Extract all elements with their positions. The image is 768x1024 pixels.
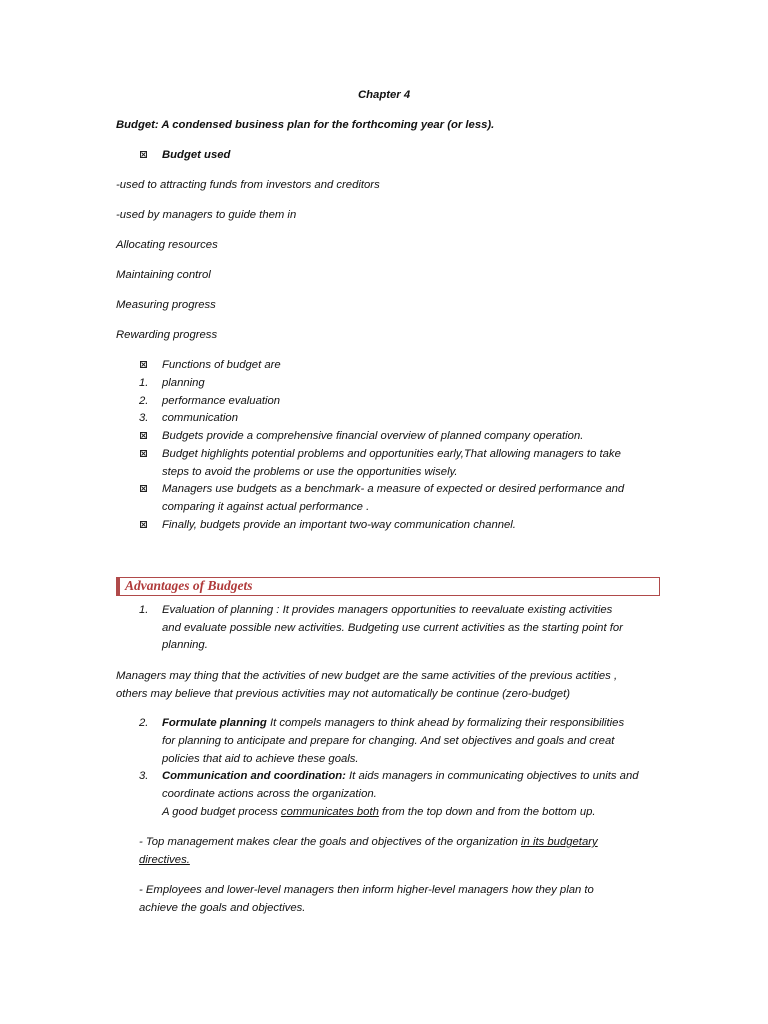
advantage-text: and evaluate possible new activities. Budgeting use current activities as the starting point for <box>162 622 623 634</box>
function-item: planning <box>162 377 205 389</box>
bullet-text: steps to avoid the problems or use the opportunities wisely. <box>162 466 458 478</box>
dash-line: - Employees and lower-level managers then inform higher-level managers how they plan to <box>139 884 594 896</box>
use-line: Maintaining control <box>116 269 211 281</box>
checkbox-bullet-icon <box>140 361 147 368</box>
advantage-text: policies that aid to achieve these goals. <box>162 753 359 765</box>
text-run: - Top management makes clear the goals and objectives of the organization <box>139 836 522 848</box>
underlined-phrase: in its budgetary <box>521 836 598 848</box>
checkbox-bullet-icon <box>140 151 147 158</box>
text-run: A good budget process <box>162 806 281 818</box>
advantage-text <box>162 803 596 821</box>
underlined-phrase: directives. <box>139 854 190 866</box>
bullet-text: Budgets provide a comprehensive financial overview of planned company operation. <box>162 430 584 442</box>
budget-definition: Budget: A condensed business plan for the forthcoming year (or less). <box>116 119 495 131</box>
advantage-desc: It aids managers in communicating objectives to units and <box>345 770 639 782</box>
paragraph-line: Managers may thing that the activities of new budget are the same activities of the previous actities , <box>116 670 618 682</box>
advantage-term: Formulate planning <box>162 717 267 729</box>
use-line: Measuring progress <box>116 299 216 311</box>
paragraph-line: others may believe that previous activities may not automatically be continue (zero-budget) <box>116 688 570 700</box>
list-number: 1. <box>139 604 149 616</box>
budget-used-heading: Budget used <box>162 149 231 161</box>
chapter-title: Chapter 4 <box>358 89 411 101</box>
advantage-text: Evaluation of planning : It provides managers opportunities to reevaluate existing activities <box>162 604 613 616</box>
list-number: 2. <box>139 717 149 729</box>
advantage-text: for planning to anticipate and prepare for changing. And set objectives and goals and creat <box>162 735 615 747</box>
dash-line: achieve the goals and objectives. <box>139 902 306 914</box>
bullet-text: Budget highlights potential problems and opportunities early,That allowing managers to take <box>162 448 621 460</box>
use-line: -used by managers to guide them in <box>116 209 297 221</box>
text-run: from the top down and from the bottom up. <box>378 806 596 818</box>
bullet-text: Managers use budgets as a benchmark- a measure of expected or desired performance and <box>162 483 625 495</box>
checkbox-bullet-icon <box>140 450 147 457</box>
checkbox-bullet-icon <box>140 432 147 439</box>
checkbox-bullet-icon <box>140 485 147 492</box>
underlined-phrase: communicates both <box>280 806 379 818</box>
advantage-term: Communication and coordination: <box>162 770 346 782</box>
use-line: Rewarding progress <box>116 329 218 341</box>
checkbox-bullet-icon <box>140 521 147 528</box>
bullet-text: Finally, budgets provide an important two-way communication channel. <box>162 519 516 531</box>
function-item: communication <box>162 412 238 424</box>
section-heading-accent <box>116 577 120 596</box>
list-number: 3. <box>139 412 149 424</box>
advantage-text: coordinate actions across the organization. <box>162 788 377 800</box>
advantage-text <box>162 714 624 732</box>
advantage-text <box>162 767 639 785</box>
section-heading: Advantages of Budgets <box>125 578 253 593</box>
use-line: Allocating resources <box>116 239 218 251</box>
functions-heading: Functions of budget are <box>162 359 281 371</box>
list-number: 1. <box>139 377 149 389</box>
use-line: -used to attracting funds from investors and creditors <box>116 179 380 191</box>
dash-line <box>139 833 598 851</box>
advantage-text: planning. <box>162 639 208 651</box>
list-number: 3. <box>139 770 149 782</box>
advantage-desc: It compels managers to think ahead by formalizing their responsibilities <box>266 717 625 729</box>
list-number: 2. <box>139 395 149 407</box>
bullet-text: comparing it against actual performance . <box>162 501 370 513</box>
function-item: performance evaluation <box>162 395 281 407</box>
